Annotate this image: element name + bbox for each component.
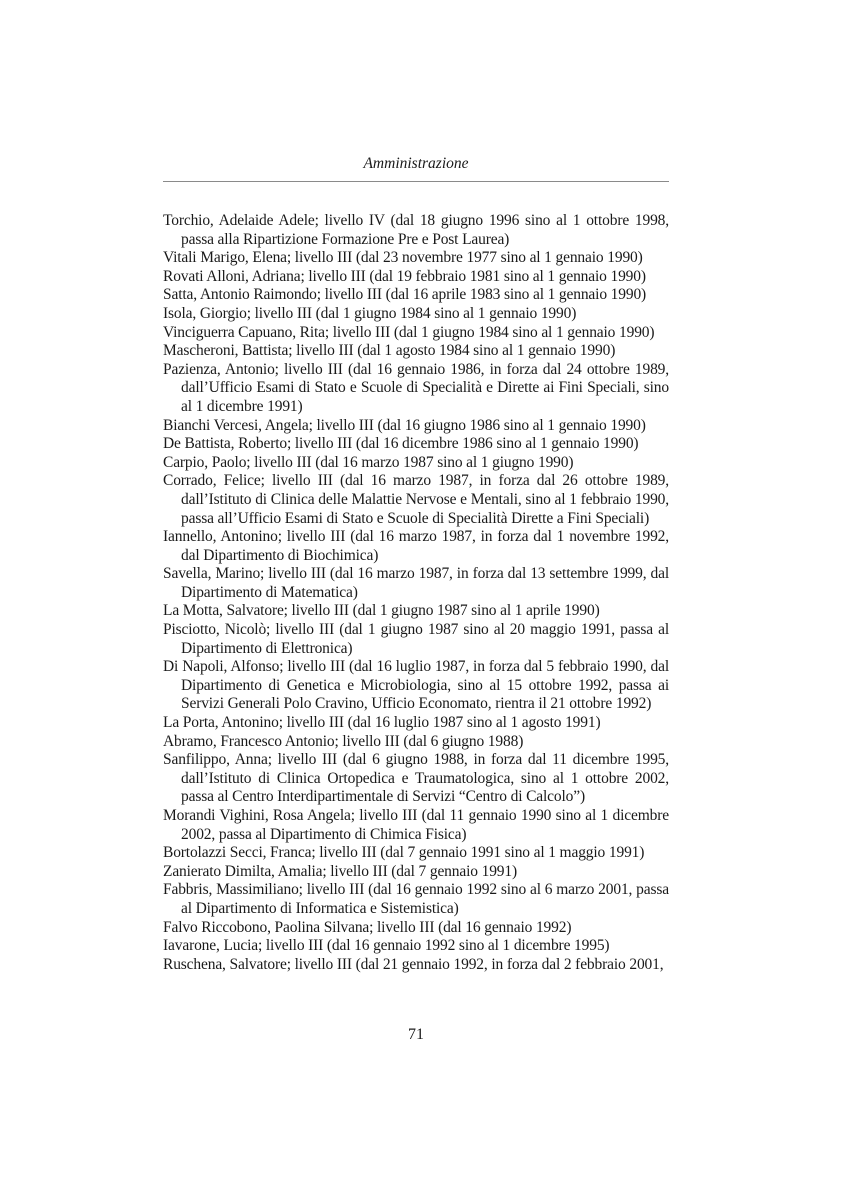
list-item: Pazienza, Antonio; livello III (dal 16 gennaio 1986, in forza dal 24 ottobre 1989, dall’Ufficio Esami di Stato e Scuole di Specialità e Dirette ai Fini Speciali, sino al 1 dicembre 1991) <box>163 360 669 415</box>
list-item: Zanierato Dimilta, Amalia; livello III (dal 7 gennaio 1991) <box>163 862 518 880</box>
list-item: De Battista, Roberto; livello III (dal 16 dicembre 1986 sino al 1 gennaio 1990) <box>163 435 639 453</box>
list-item: Bianchi Vercesi, Angela; livello III (dal 16 giugno 1986 sino al 1 gennaio 1990) <box>163 416 646 434</box>
list-item: Satta, Antonio Raimondo; livello III (dal 16 aprile 1983 sino al 1 gennaio 1990) <box>163 286 647 304</box>
list-item: Iavarone, Lucia; livello III (dal 16 gennaio 1992 sino al 1 dicembre 1995) <box>163 937 610 955</box>
list-item: Abramo, Francesco Antonio; livello III (dal 6 giugno 1988) <box>163 732 524 750</box>
list-item: Fabbris, Massimiliano; livello III (dal 16 gennaio 1992 sino al 6 marzo 2001, passa al Dipartimento di Informatica e Sistemistica) <box>163 881 669 917</box>
list-item: Morandi Vighini, Rosa Angela; livello III (dal 11 gennaio 1990 sino al 1 dicembre 2002, passa al Dipartimento di Chimica Fisica) <box>163 807 669 843</box>
list-item: La Porta, Antonino; livello III (dal 16 luglio 1987 sino al 1 agosto 1991) <box>163 714 601 732</box>
list-item: Pisciotto, Nicolò; livello III (dal 1 giugno 1987 sino al 20 maggio 1991, passa al Dipartimento di Elettronica) <box>163 621 669 657</box>
list-item: Mascheroni, Battista; livello III (dal 1 agosto 1984 sino al 1 gennaio 1990) <box>163 342 616 360</box>
list-item: Ruschena, Salvatore; livello III (dal 21 gennaio 1992, in forza dal 2 febbraio 2001, <box>163 955 664 973</box>
list-item: Sanfilippo, Anna; livello III (dal 6 giugno 1988, in forza dal 11 dicembre 1995, dall’Istituto di Clinica Ortopedica e Traumatologica, sino al 1 ottobre 2002, passa al Centro Interdipartimentale di Servizi “Centro di Calcolo”) <box>163 751 669 806</box>
list-item: Savella, Marino; livello III (dal 16 marzo 1987, in forza dal 13 settembre 1999, dal Dipartimento di Matematica) <box>163 565 669 601</box>
list-item: Torchio, Adelaide Adele; livello IV (dal 18 giugno 1996 sino al 1 ottobre 1998, passa alla Ripartizione Formazione Pre e Post Laurea) <box>163 212 669 248</box>
list-item: Corrado, Felice; livello III (dal 16 marzo 1987, in forza dal 26 ottobre 1989, dall’Istituto di Clinica delle Malattie Nervose e Mentali, sino al 1 febbraio 1990, passa all’Ufficio Esami di Stato e Scuole di Specialità Dirette a Fini Speciali) <box>163 472 669 527</box>
page-number: 71 <box>408 1026 424 1043</box>
list-item: Vitali Marigo, Elena; livello III (dal 23 novembre 1977 sino al 1 gennaio 1990) <box>163 249 643 267</box>
list-item: Bortolazzi Secci, Franca; livello III (dal 7 gennaio 1991 sino al 1 maggio 1991) <box>163 844 645 862</box>
header-divider <box>163 181 669 182</box>
list-item: Di Napoli, Alfonso; livello III (dal 16 luglio 1987, in forza dal 5 febbraio 1990, dal Dipartimento di Genetica e Microbiologia, sino al 15 ottobre 1992, passa ai Servizi Generali Polo Cravino, Ufficio Economato, rientra il 21 ottobre 1992) <box>163 658 669 713</box>
list-item: Vinciguerra Capuano, Rita; livello III (dal 1 giugno 1984 sino al 1 gennaio 1990) <box>163 323 655 341</box>
list-item: Falvo Riccobono, Paolina Silvana; livello III (dal 16 gennaio 1992) <box>163 918 572 936</box>
list-item: Carpio, Paolo; livello III (dal 16 marzo 1987 sino al 1 giugno 1990) <box>163 453 574 471</box>
running-header: Amministrazione <box>363 155 469 172</box>
list-item: Rovati Alloni, Adriana; livello III (dal 19 febbraio 1981 sino al 1 gennaio 1990) <box>163 267 646 285</box>
list-item: Iannello, Antonino; livello III (dal 16 marzo 1987, in forza dal 1 novembre 1992, dal Dipartimento di Biochimica) <box>163 528 669 564</box>
list-item: Isola, Giorgio; livello III (dal 1 giugno 1984 sino al 1 gennaio 1990) <box>163 304 577 322</box>
personnel-list <box>163 212 669 974</box>
list-item: La Motta, Salvatore; livello III (dal 1 giugno 1987 sino al 1 aprile 1990) <box>163 602 600 620</box>
